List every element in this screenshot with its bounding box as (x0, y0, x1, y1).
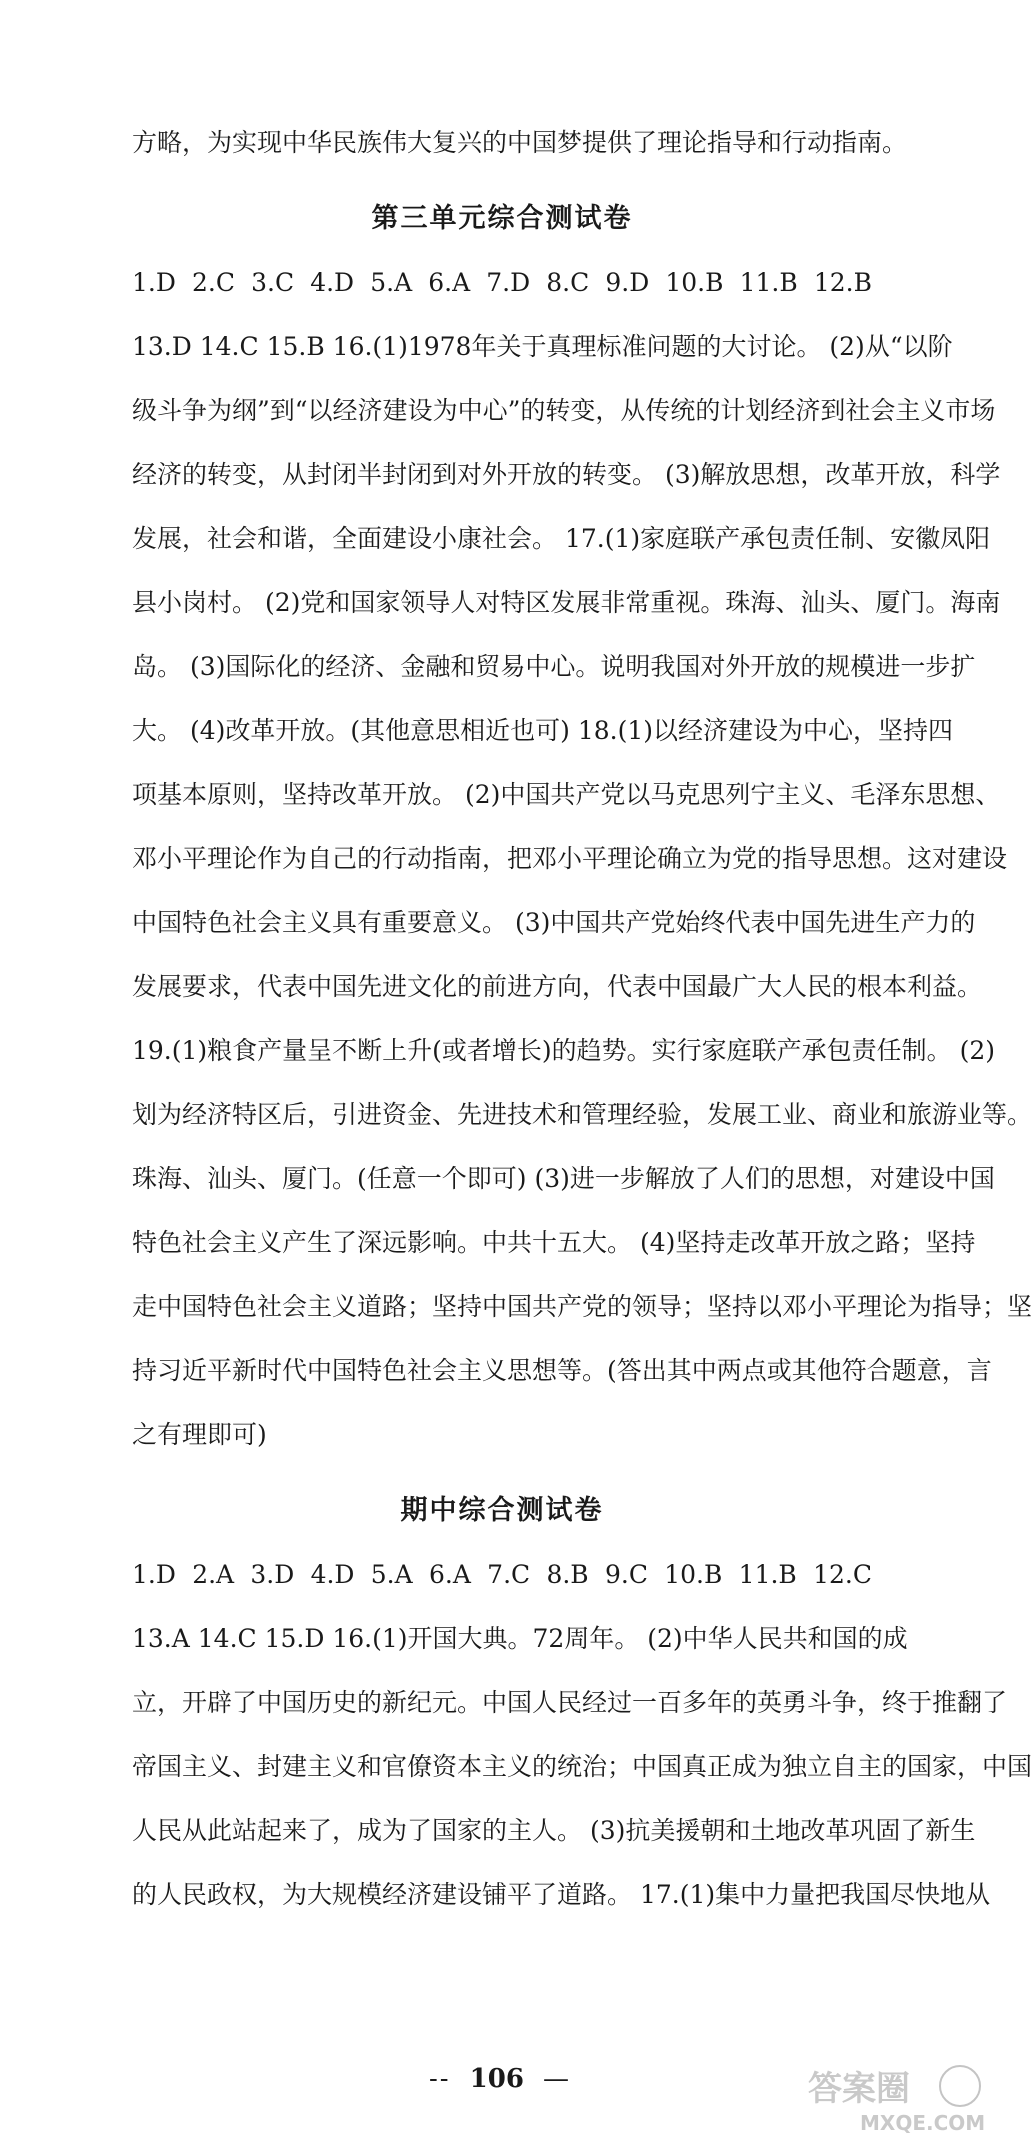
text-line: 走中国特色社会主义道路；坚持中国共产党的领导；坚持以邓小平理论为指导；坚 (132, 1292, 1032, 1321)
text-line: 13.D 14.C 15.B 16.(1)1978年关于真理标准问题的大讨论。 (2)从“以阶 (132, 332, 953, 361)
page-number-dash-right: — (542, 2064, 571, 2094)
watermark-text-bottom: MXQE.COM (860, 2111, 986, 2135)
text-line: 岛。 (3)国际化的经济、金融和贸易中心。说明我国对外开放的规模进一步扩 (132, 652, 976, 681)
text-line: 项基本原则，坚持改革开放。 (2)中国共产党以马克思列宁主义、毛泽东思想、 (132, 780, 1001, 809)
text-line: 帝国主义、封建主义和官僚资本主义的统治；中国真正成为独立自主的国家，中国 (132, 1752, 1032, 1781)
text-line: 方略，为实现中华民族伟大复兴的中国梦提供了理论指导和行动指南。 (132, 128, 908, 157)
page-number-dash-left: -- (429, 2064, 451, 2094)
text-line: 经济的转变，从封闭半封闭到对外开放的转变。 (3)解放思想，改革开放，科学 (132, 460, 1001, 489)
text-line: 立，开辟了中国历史的新纪元。中国人民经过一百多年的英勇斗争，终于推翻了 (132, 1688, 1008, 1717)
text-line: 发展要求，代表中国先进文化的前进方向，代表中国最广大人民的根本利益。 (132, 972, 983, 1001)
text-line: 之有理即可) (132, 1420, 267, 1449)
page-content (132, 128, 1032, 1944)
text-line: 级斗争为纲”到“以经济建设为中心”的转变，从传统的计划经济到社会主义市场 (132, 396, 996, 425)
text-line: 人民从此站起来了，成为了国家的主人。 (3)抗美援朝和土地改革巩固了新生 (132, 1816, 976, 1845)
text-line: 1.D 2.A 3.D 4.D 5.A 6.A 7.C 8.B 9.C 10.B 11.B 12.C (132, 1560, 872, 1589)
text-line: 大。 (4)改革开放。(其他意思相近也可) 18.(1)以经济建设为中心，坚持四 (132, 716, 953, 745)
text-line: 珠海、汕头、厦门。(任意一个即可) (3)进一步解放了人们的思想，对建设中国 (132, 1164, 995, 1193)
text-line: 发展，社会和谐，全面建设小康社会。 17.(1)家庭联产承包责任制、安徽凤阳 (132, 524, 991, 553)
text-line: 1.D 2.C 3.C 4.D 5.A 6.A 7.D 8.C 9.D 10.B 11.B 12.B (132, 268, 872, 297)
watermark-logo-icon (800, 2058, 990, 2138)
text-line: 邓小平理论作为自己的行动指南，把邓小平理论确立为党的指导思想。这对建设 (132, 844, 1008, 873)
text-line: 县小岗村。 (2)党和国家领导人对特区发展非常重视。珠海、汕头、厦门。海南 (132, 588, 1001, 617)
watermark-text-top: 答案圈 (808, 2069, 910, 2109)
page-number-value: 106 (469, 2064, 524, 2094)
text-line: 的人民政权，为大规模经济建设铺平了道路。 17.(1)集中力量把我国尽快地从 (132, 1880, 991, 1909)
section-title-midterm: 期中综合测试卷 (400, 1495, 604, 1526)
text-line: 划为经济特区后，引进资金、先进技术和管理经验，发展工业、商业和旅游业等。 (132, 1100, 1032, 1129)
text-line: 13.A 14.C 15.D 16.(1)开国大典。72周年。 (2)中华人民共和国的成 (132, 1624, 908, 1653)
text-line: 持习近平新时代中国特色社会主义思想等。(答出其中两点或其他符合题意，言 (132, 1356, 992, 1385)
text-line: 中国特色社会主义具有重要意义。 (3)中国共产党始终代表中国先进生产力的 (132, 908, 976, 937)
text-line: 19.(1)粮食产量呈不断上升(或者增长)的趋势。实行家庭联产承包责任制。 (2) (132, 1036, 996, 1065)
section-title-unit3: 第三单元综合测试卷 (371, 203, 633, 234)
text-line: 特色社会主义产生了深远影响。中共十五大。 (4)坚持走改革开放之路；坚持 (132, 1228, 976, 1257)
